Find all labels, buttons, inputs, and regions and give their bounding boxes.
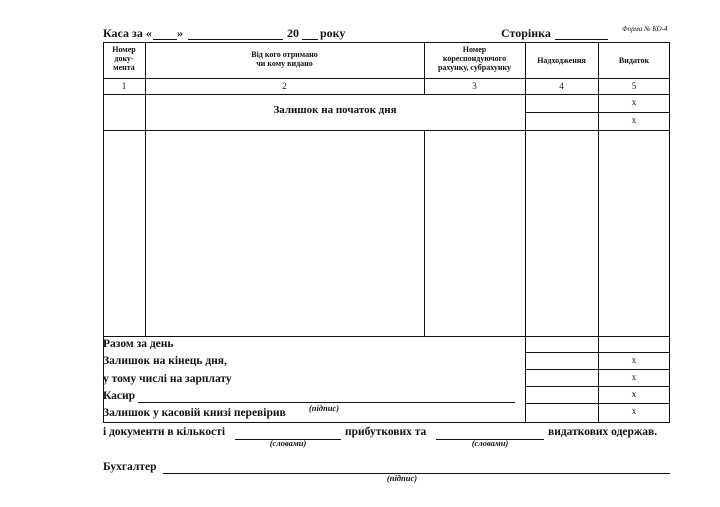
closing-bottom-line [525,369,670,370]
numbers-bottom-line [103,94,670,95]
col-number-4: 4 [559,81,564,91]
opening-x-mark-2: x [631,115,637,125]
year-prefix: 20 [287,26,299,40]
opening-bottom-line [103,130,670,131]
col-header-doc-number: Номер доку- мента [112,45,136,72]
opening-x-mark-1: x [631,97,637,107]
page-blank [555,39,608,40]
body-bottom-line [103,336,670,337]
incl-salary-label: у тому числі на зарплату [103,373,232,385]
kasa-quote-close: » [177,26,183,40]
col-number-5: 5 [631,81,637,91]
col-header-corr-account: Номер кореспондуючого рахунку, субрахунку [437,45,512,72]
col-number-3: 3 [472,81,477,91]
page-label: Сторінка [501,26,551,40]
col-header-receipts: Надходження [537,56,586,65]
opening-split-line [525,112,670,113]
col-number-1: 1 [121,81,127,91]
cashier-label: Касир [103,390,136,402]
year-blank [302,39,318,40]
col-number-2: 2 [282,81,287,91]
cashier-signature-caption: (підпис) [308,403,340,413]
col-divider-2 [424,130,425,336]
accountant-label: Бухгалтер [103,461,157,473]
docs-count-prefix: і документи в кількості [103,426,226,438]
salary-x-mark: x [631,372,637,382]
cashier-x-mark: x [631,389,637,399]
closing-x-mark: x [631,355,637,365]
form-number: Форма № КО-4 [622,25,668,33]
cashier-bottom-line [525,403,670,404]
checked-x-mark: x [631,406,637,416]
income-words-caption: (словами) [269,438,307,448]
expense-word: видаткових одержав. [548,426,658,438]
month-blank [188,39,283,40]
salary-bottom-line [525,386,670,387]
year-suffix: року [320,26,346,40]
col-header-from-to: Від кого отримано чи кому видано [251,50,318,68]
income-word: прибуткових та [345,426,427,438]
total-day-label: Разом за день [103,338,174,350]
opening-balance-label: Залишок на початок дня [273,104,397,116]
kasa-label: Каса за « [103,26,152,40]
col-header-expense: Видаток [618,56,650,65]
accountant-signature-caption: (підпис) [386,473,418,483]
col-divider-3 [525,42,526,423]
header-bottom-line [103,78,670,79]
total-bottom-line [525,352,670,353]
closing-balance-label: Залишок на кінець дня, [103,355,227,367]
day-blank [153,39,177,40]
checked-label: Залишок у касовій книзі перевірив [103,407,286,419]
expense-words-caption: (словами) [471,438,509,448]
